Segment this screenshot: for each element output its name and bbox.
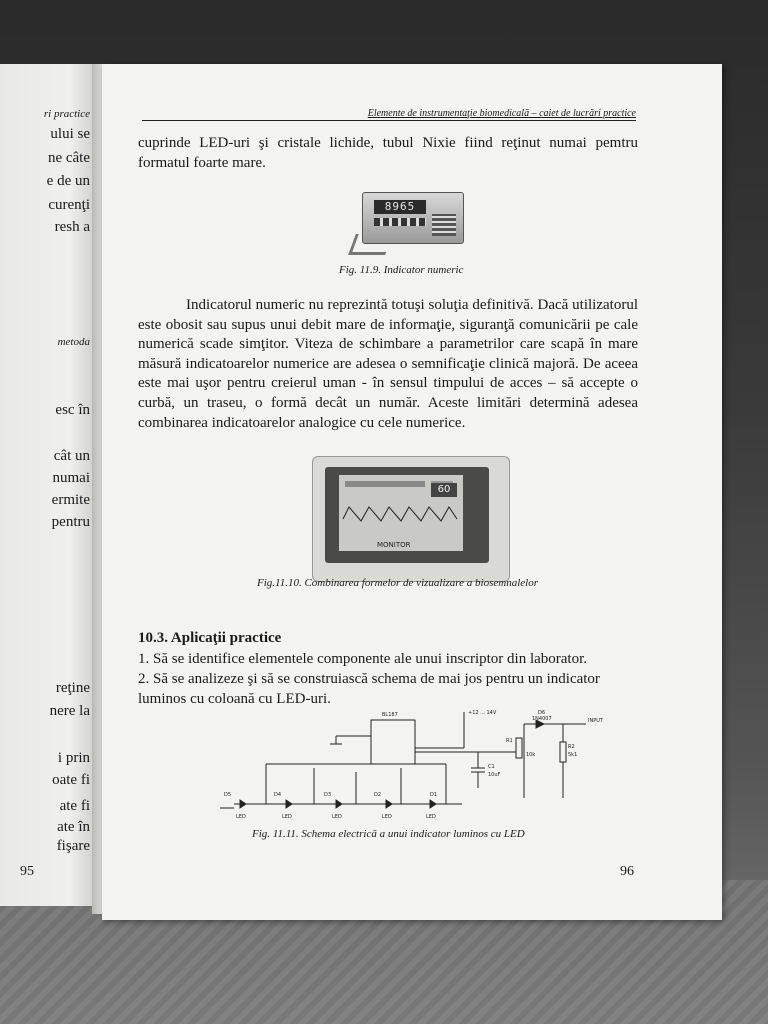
left-page-number: 95 (20, 864, 34, 879)
r2-label: R2 (568, 744, 575, 750)
running-header: Elemente de instrumentaţie biomedicală – caiet de lucrări practice (142, 108, 636, 121)
left-page-line: numai (52, 470, 90, 486)
right-page-number: 96 (620, 864, 634, 879)
led-d3-name: D3 (324, 792, 332, 798)
left-page-line: ri practice (43, 108, 90, 120)
led-d3-label: LED (332, 814, 342, 820)
left-page-line: e de un (46, 173, 90, 189)
section-title: 10.3. Aplicaţii practice (138, 630, 282, 646)
left-page-line: i prin (57, 750, 90, 766)
left-page-line: fişare (56, 838, 90, 854)
figure-caption-11-9: Fig. 11.9. Indicator numeric (339, 264, 464, 276)
supply-label: +12 ... 14V (468, 710, 497, 716)
r1-label: R1 (506, 738, 513, 744)
left-page-line: nere la (49, 703, 90, 719)
c1-label: C1 (488, 764, 495, 770)
r1-value: 10k (526, 752, 536, 758)
led-d2-name: D2 (374, 792, 382, 798)
left-page-line: ate în (57, 819, 90, 835)
left-page-line: ului se (50, 126, 90, 142)
left-page-line: esc în (55, 402, 90, 418)
led-d5-label: LED (236, 814, 246, 820)
figure-caption-11-10: Fig.11.10. Combinarea formelor de vizualizare a biosemnalelor (257, 577, 538, 589)
left-page-line: resh a (54, 219, 90, 235)
left-page-line: reţine (55, 680, 90, 696)
list-item-2: 2. Să se analizeze şi să se construiască schema de mai jos pentru un indicator luminos cu coloană cu LED-uri. (138, 671, 600, 707)
r2-value: 5k1 (568, 752, 578, 758)
figure-numeric-indicator (352, 184, 464, 254)
left-page-line: curenţi (48, 197, 90, 213)
led-d1-name: D1 (430, 792, 438, 798)
left-page-line: ne câte (47, 150, 90, 166)
figure-patient-monitor (312, 456, 510, 582)
left-page-line: metoda (57, 336, 90, 348)
figure-led-schematic (206, 708, 606, 824)
led-d5-name: D5 (224, 792, 232, 798)
diode-label: D6 (538, 710, 546, 716)
led-d1-label: LED (426, 814, 436, 820)
heart-rate-value: 60 (431, 483, 457, 497)
left-page-line: pentru (51, 514, 90, 530)
left-page-line: oate fi (52, 772, 90, 788)
c1-value: 10uF (488, 772, 501, 778)
led-d2-label: LED (382, 814, 392, 820)
input-label: INPUT (588, 718, 603, 724)
ic-label: BL187 (382, 712, 398, 718)
left-page-line: ate fi (59, 798, 90, 814)
diode-part: 1N4007 (532, 716, 552, 722)
paragraph-main: Indicatorul numeric nu reprezintă totuşi soluţia definitivă. Dacă utilizatorul este obosit sau supus unui debit mare de informaţie, siguranţă comunicării pe cale numerică scade simţitor. Viteza de schimbare a parametrilor care scapă în mare măsură indicatoarelor numerice are adesea o semnificaţie clinică majoră. De aceea este mai uşor pentru creierul uman - în sensul timpului de acces – să accepte o curbă, un traseu, o formă decât un număr. Aceste limitări determină adesea combinarea indicatoarelor analogice cu cele numerice. (138, 297, 638, 431)
keypad-icon (432, 214, 456, 236)
paragraph-intro: cuprinde LED-uri şi cristale lichide, tubul Nixie fiind reţinut numai pemtru formatul foarte mare. (138, 135, 638, 171)
led-d4-label: LED (282, 814, 292, 820)
led-d4-name: D4 (274, 792, 282, 798)
left-page-line: cât un (53, 448, 90, 464)
list-item-1: 1. Să se identifice elementele componente ale unui inscriptor din laborator. (138, 651, 588, 667)
left-page-line: ermite (51, 492, 90, 508)
left-page (0, 64, 100, 906)
figure-caption-11-11: Fig. 11.11. Schema electrică a unui indicator luminos cu LED (252, 828, 525, 840)
right-page (102, 64, 722, 920)
monitor-label: MONITOR (377, 541, 411, 549)
numeric-display: 8965 (374, 200, 426, 214)
